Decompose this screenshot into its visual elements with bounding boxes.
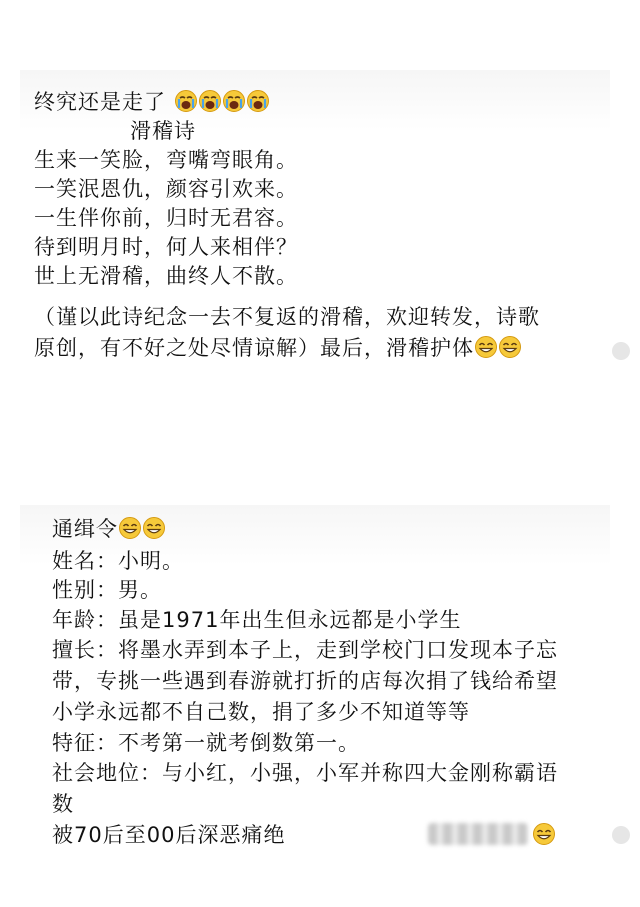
crying-face-icon [198, 89, 222, 113]
post1-header-text: 终究还是走了 [34, 90, 166, 114]
scroll-indicator[interactable] [612, 342, 630, 360]
info-line: 性别：男。 [52, 578, 162, 602]
post1-header [34, 88, 270, 116]
info-line: 社会地位：与小红，小强，小军并称四大金刚称霸语 [52, 761, 558, 785]
post-card-2 [0, 505, 640, 885]
info-line: 擅长：将墨水弄到本子上，走到学校门口发现本子忘 [52, 638, 558, 662]
poem-note-text: 原创，有不好之处尽情谅解）最后，滑稽护体 [34, 336, 474, 360]
info-line: 数 [52, 792, 74, 816]
post2-header-text: 通缉令 [52, 517, 118, 541]
crying-face-icon [246, 89, 270, 113]
info-line: 姓名：小明。 [52, 549, 184, 573]
post-card-1 [0, 70, 640, 390]
post2-header [52, 515, 166, 543]
poem-line: 待到明月时，何人来相伴？ [34, 235, 298, 259]
laughing-face-icon [142, 516, 166, 540]
blurred-username [428, 823, 528, 845]
crying-face-icon [222, 89, 246, 113]
info-line: 年龄：虽是1971年出生但永远都是小学生 [52, 608, 462, 632]
watermark [428, 821, 556, 849]
laughing-face-icon [474, 335, 498, 359]
laughing-face-icon [498, 335, 522, 359]
poem-line: 一生伴你前，归时无君容。 [34, 206, 298, 230]
info-line: 被70后至00后深恶痛绝 [52, 823, 286, 847]
poem-line: 一笑泯恩仇，颜容引欢来。 [34, 177, 298, 201]
poem-line: 世上无滑稽，曲终人不散。 [34, 264, 298, 288]
poem-note-line: （谨以此诗纪念一去不复返的滑稽，欢迎转发，诗歌 [34, 305, 540, 329]
laughing-face-icon [532, 822, 556, 846]
info-line: 带，专挑一些遇到春游就打折的店每次捐了钱给希望 [52, 669, 558, 693]
scroll-indicator[interactable] [612, 826, 630, 844]
crying-face-icon [174, 89, 198, 113]
laughing-face-icon [118, 516, 142, 540]
poem-line: 生来一笑脸，弯嘴弯眼角。 [34, 148, 298, 172]
info-line: 特征：不考第一就考倒数第一。 [52, 731, 360, 755]
poem-note-line-2 [34, 334, 522, 362]
post1-title: 滑稽诗 [130, 119, 196, 143]
info-line: 小学永远都不自己数，捐了多少不知道等等 [52, 700, 470, 724]
